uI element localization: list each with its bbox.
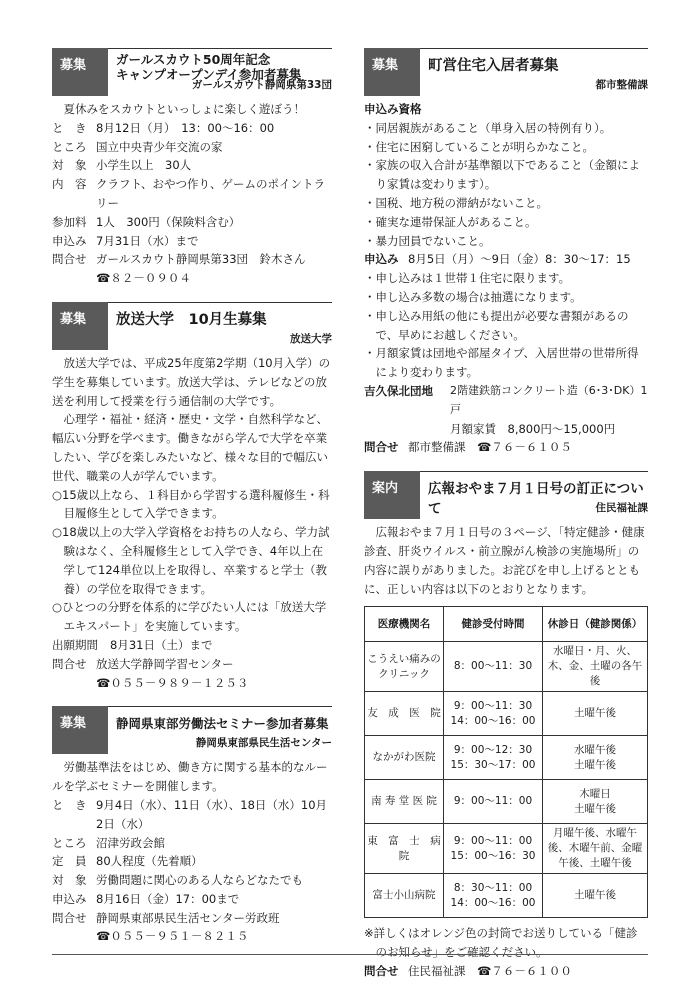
table-cell-name: なかがわ医院 — [365, 736, 444, 780]
table-row — [365, 780, 648, 824]
subheading: 申込み資格 — [364, 102, 422, 116]
info-row: 出願期間 8月31日（土）まで — [52, 637, 213, 652]
section-body — [364, 100, 648, 457]
list-item: ・同居親族があること（単身入居の特例有り）。 — [364, 120, 612, 135]
tel-number: ☎８２－０９０４ — [96, 271, 191, 286]
info-row: 対 象 小学生以上 30人 — [52, 158, 192, 173]
table-cell-name: 東 富 士 病 院 — [365, 824, 444, 874]
info-row: 定 員 80人程度（先着順） — [52, 854, 203, 869]
section-title: 広報おやま７月１日号の訂正について — [428, 481, 644, 518]
section-title-box — [108, 302, 332, 350]
list-item: ・家族の収入合計が基準額以下であること（金額により家賃は変わります）。 — [364, 158, 640, 192]
list-item: ・申し込みは１世帯１住宅に限ります。 — [364, 271, 571, 286]
section-title: 静岡県東部労働法セミナー参加者募集 — [116, 716, 329, 732]
table-cell-closed: 木曜日 土曜午後 — [543, 780, 648, 824]
table-cell-time: 9：00～11：00 — [444, 780, 543, 824]
section-title: 放送大学 10月生募集 — [116, 311, 267, 328]
table-cell-closed: 水曜午後 土曜午後 — [543, 736, 648, 780]
section-body — [364, 523, 648, 981]
paragraph: 労働基準法をはじめ、働き方に関する基本的なルールを学ぶセミナーを開催します。 — [52, 760, 328, 794]
tel-number: ☎０５５－９８９－１２５３ — [96, 675, 249, 690]
list-item: ・確実な連帯保証人があること。 — [364, 214, 537, 229]
list-item: ・住宅に困窮していることが明らかなこと。 — [364, 139, 594, 154]
girlscout-section — [52, 48, 332, 288]
note-text: ※詳しくはオレンジ色の封筒でお送りしている「健診のお知らせ」をご確認ください。 — [364, 926, 638, 960]
list-item: ・月額家賃は団地や部屋タイプ、入居世帯の世帯所得により変わります。 — [364, 346, 639, 380]
section-tag: 募集 — [52, 706, 108, 754]
housing-section — [364, 48, 648, 457]
section-title-line2: キャンプオープンデイ参加者募集 — [116, 67, 302, 82]
tel-row — [52, 674, 332, 693]
table-row — [365, 736, 648, 780]
section-body — [52, 100, 332, 288]
tel-row — [52, 269, 332, 288]
table-cell-time: 9：00～12：30 15：30～17：00 — [444, 736, 543, 780]
list-item: ・暴力団員でないこと。 — [364, 233, 491, 248]
estate-row: 吉久保北団地 2階建鉄筋コンクリート造（6･3･DK）1戸 — [364, 383, 648, 416]
list-item: ・国税、地方税の滞納がないこと。 — [364, 195, 548, 210]
section-header — [52, 302, 332, 350]
intro-text: 夏休みをスカウトといっしょに楽しく遊ぼう！ — [63, 102, 305, 116]
table-cell-time: 9：00～11：00 15：00～16：30 — [444, 824, 543, 874]
section-org: 静岡県東部県民生活センター — [195, 737, 332, 750]
table-row — [365, 642, 648, 692]
table-row — [365, 874, 648, 918]
table-header: 休診日（健診関係） — [543, 607, 648, 642]
correction-section — [364, 471, 648, 981]
list-item: ○ひとつの分野を体系的に学びたい人には「放送大学エキスパート」を実施しています。 — [52, 600, 327, 634]
table-cell-closed: 水曜日・月、火、木、金、土曜の各午後 — [543, 642, 648, 692]
info-row: 問合せ ガールスカウト静岡県第33団 鈴木さん — [52, 252, 306, 267]
table-cell-name: 南 寿 堂 医 院 — [365, 780, 444, 824]
info-row: 問合せ 静岡県東部県民生活センター労政班 — [52, 910, 280, 925]
info-row: 申込み 8月16日（金）17：00まで — [52, 891, 240, 906]
section-org: 住民福祉課 — [595, 502, 648, 515]
estate-rent-row: 月額家賃 8,800円～15,000円 — [450, 421, 616, 436]
section-body — [52, 354, 332, 692]
section-tag: 募集 — [364, 48, 420, 96]
table-cell-time: 9：00～11：30 14：00～16：00 — [444, 692, 543, 736]
info-row: と き 9月4日（水）、11日（水）、18日（水）10月2日（水） — [52, 797, 328, 831]
table-cell-closed: 土曜午後 — [543, 874, 648, 918]
list-item: ○18歳以上の大学入学資格をお持ちの人なら、学力試験はなく、全科履修生として入学でき、4年以上在学して124単位以上を取得し、卒業すると学士（教養）の学位を取得できます。 — [52, 525, 330, 596]
right-column — [364, 48, 648, 995]
contact-row: 問合せ 住民福祉課 ☎７６－６１００ — [364, 963, 572, 978]
table-cell-closed: 月曜午後、水曜午後、木曜午前、金曜午後、土曜午後 — [543, 824, 648, 874]
contact-row: 問合せ 都市整備課 ☎７６－６１０５ — [364, 440, 572, 455]
section-header — [364, 48, 648, 96]
tel-row — [52, 927, 332, 946]
paragraph: 放送大学では、平成25年度第2学期（10月入学）の学生を募集しています。放送大学は、テレビなどの放送を利用して授業を行う通信制の大学です。 — [52, 355, 331, 408]
info-row: ところ 沼津労政会館 — [52, 835, 165, 850]
paragraph: 心理学・福祉・経済・歴史・文学・自然科学など、幅広い分野を学べます。働きながら学んで大学を卒業したい、学びを楽しみたいなど、様々な目的で幅広い世代、職業の人が学んでいます。 — [52, 412, 328, 483]
section-body — [52, 758, 332, 946]
left-column — [52, 48, 332, 960]
info-row: 問合せ 放送大学静岡学習センター — [52, 656, 234, 671]
info-row: ところ 国立中央青少年交流の家 — [52, 139, 223, 154]
table-cell-time: 8：30～11：00 14：00～16：00 — [444, 874, 543, 918]
tel-number: ☎０５５－９５１－８２１５ — [96, 929, 249, 944]
clinic-table — [364, 606, 648, 918]
paragraph: 広報おやま７月１日号の３ページ、「特定健診・健康診査、肝炎ウイルス・前立腺がん検診の実施場所」の内容に誤りがありました。お詫びを申し上げるとともに、正しい内容は以下のとおりとなります。 — [364, 525, 645, 596]
table-body — [365, 642, 648, 918]
section-title-box — [420, 48, 648, 96]
table-row — [365, 692, 648, 736]
section-header — [52, 706, 332, 754]
table-cell-name: 友 成 医 院 — [365, 692, 444, 736]
section-title-box — [108, 48, 332, 96]
info-row: と き 8月12日（月） 13：00～16：00 — [52, 120, 275, 135]
univ-section — [52, 302, 332, 692]
section-header — [364, 471, 648, 519]
table-cell-time: 8：00～11：30 — [444, 642, 543, 692]
section-title: 町営住宅入居者募集 — [428, 58, 559, 74]
section-tag: 募集 — [52, 48, 108, 96]
apply-row: 申込み 8月5日（月）～9日（金）8：30～17：15 — [364, 252, 631, 267]
table-cell-closed: 土曜午後 — [543, 692, 648, 736]
list-item: ・申し込み用紙の他にも提出が必要な書類があるので、早めにお越しください。 — [364, 308, 629, 342]
seminar-section — [52, 706, 332, 946]
section-org: ガールスカウト静岡県第33団 — [191, 79, 332, 91]
info-row: 内 容 クラフト、おやつ作り、ゲームのポイントラリー — [52, 177, 325, 210]
info-row: 対 象 労働問題に関心のある人ならどなたでも — [52, 873, 303, 888]
list-item: ○15歳以上なら、１科目から学習する選科履修生・科目履修生として入学できます。 — [52, 487, 330, 521]
section-org: 都市整備課 — [595, 79, 648, 91]
section-org: 放送大学 — [290, 332, 332, 345]
list-item: ・申し込み多数の場合は抽選になります。 — [364, 289, 582, 304]
footer-rule — [52, 954, 648, 955]
section-title-line1: ガールスカウト50周年記念 — [116, 52, 271, 67]
info-row: 申込み 7月31日（水）まで — [52, 233, 199, 248]
table-cell-name: 富士小山病院 — [365, 874, 444, 918]
table-row — [365, 824, 648, 874]
section-header — [52, 48, 332, 96]
section-title-box — [420, 471, 648, 519]
section-tag: 案内 — [364, 471, 420, 519]
section-title-box — [108, 706, 332, 754]
table-header: 健診受付時間 — [444, 607, 543, 642]
table-cell-name: こうえい痛みのクリニック — [365, 642, 444, 692]
section-tag: 募集 — [52, 302, 108, 350]
table-header: 医療機関名 — [365, 607, 444, 642]
info-row: 参加料 1人 300円（保険料含む） — [52, 214, 241, 229]
